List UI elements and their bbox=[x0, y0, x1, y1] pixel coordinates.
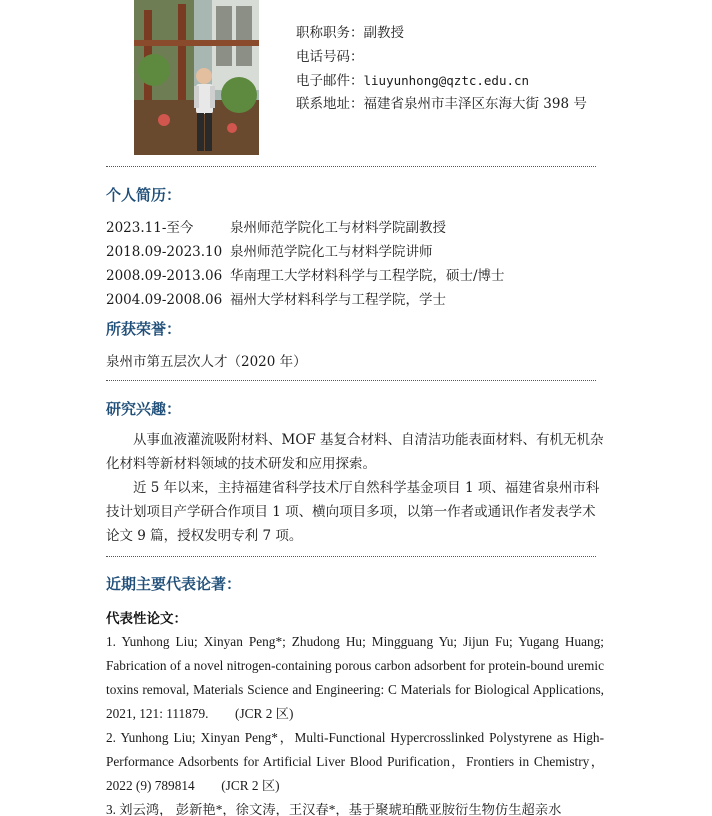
address-label: 联系地址： bbox=[296, 95, 364, 112]
resume-item bbox=[106, 288, 446, 308]
phone-row bbox=[296, 46, 587, 70]
research-heading: 研究兴趣： bbox=[106, 400, 182, 418]
resume-heading: 个人简历： bbox=[106, 186, 182, 204]
honors-heading: 所获荣誉： bbox=[106, 320, 182, 338]
address-row bbox=[296, 93, 587, 117]
email-row bbox=[296, 69, 587, 93]
resume-text: 华南理工大学材料科学与工程学院，硕士/博士 bbox=[230, 268, 505, 284]
title-value: 副教授 bbox=[363, 25, 404, 41]
section-divider bbox=[106, 380, 596, 381]
title-label: 职称职务： bbox=[296, 25, 364, 41]
section-divider bbox=[106, 166, 596, 167]
papers-subheading: 代表性论文： bbox=[106, 611, 187, 627]
resume-date: 2004.09-2008.06 bbox=[106, 292, 223, 308]
person-photo-illustration bbox=[134, 0, 259, 155]
resume-text: 泉州师范学院化工与材料学院讲师 bbox=[230, 244, 433, 260]
resume-date: 2018.09-2023.10 bbox=[106, 244, 223, 260]
resume-date: 2008.09-2013.06 bbox=[106, 268, 223, 284]
resume-item bbox=[106, 216, 446, 236]
email-label: 电子邮件： bbox=[296, 73, 364, 89]
research-paragraph: 近 5 年以来，主持福建省科学技术厅自然科学基金项目 1 项、福建省泉州市科技计划项目产学研合作项目 1 项、横向项目多项，以第一作者或通讯作者发表学术论文 9 篇，授权发明专利 7 项。 bbox=[106, 480, 600, 544]
publication-item: 2. Yunhong Liu; Xinyan Peng*，Multi-Functional Hypercrosslinked Polystyrene as High-Performance Adsorbents for Artificial Liver Blood Purification，Frontiers in Chemistry，2022 (9) 789814 (JCR 2 区) bbox=[106, 730, 604, 793]
email-link[interactable]: liuyunhong@qztc.edu.cn bbox=[363, 73, 530, 88]
resume-item bbox=[106, 240, 433, 260]
resume-date: 2023.11-至今 bbox=[106, 220, 194, 236]
contact-info bbox=[296, 22, 587, 116]
title-row bbox=[296, 22, 587, 46]
section-divider bbox=[106, 556, 596, 557]
publications-heading: 近期主要代表论著： bbox=[106, 575, 242, 593]
profile-photo bbox=[134, 0, 259, 155]
resume-text: 泉州师范学院化工与材料学院副教授 bbox=[230, 220, 446, 236]
publication-item: 1. Yunhong Liu; Xinyan Peng*; Zhudong Hu; Mingguang Yu; Jijun Fu; Yugang Huang; Fabrication of a novel nitrogen-containing porous carbon adsorbent for protein-bound uremic toxins removal, Materials Science and Engineering: C Materials for Biological Applications, 2021, 121: 111879. (JCR 2 区) bbox=[106, 634, 604, 721]
research-paragraph: 从事血液灌流吸附材料、MOF 基复合材料、自清洁功能表面材料、有机无机杂化材料等新材料领域的技术研发和应用探索。 bbox=[106, 432, 604, 472]
resume-item bbox=[106, 264, 505, 284]
honor-item: 泉州市第五层次人才（2020 年） bbox=[106, 354, 307, 370]
publication-item: 3. 刘云鸿， 彭新艳*，徐文涛，王汉春*，基于聚琥珀酰亚胺衍生物仿生超亲水 bbox=[106, 802, 562, 816]
resume-text: 福州大学材料科学与工程学院，学士 bbox=[230, 292, 446, 308]
address-value: 福建省泉州市丰泽区东海大街 398 号 bbox=[363, 95, 587, 112]
phone-label: 电话号码： bbox=[296, 48, 364, 65]
